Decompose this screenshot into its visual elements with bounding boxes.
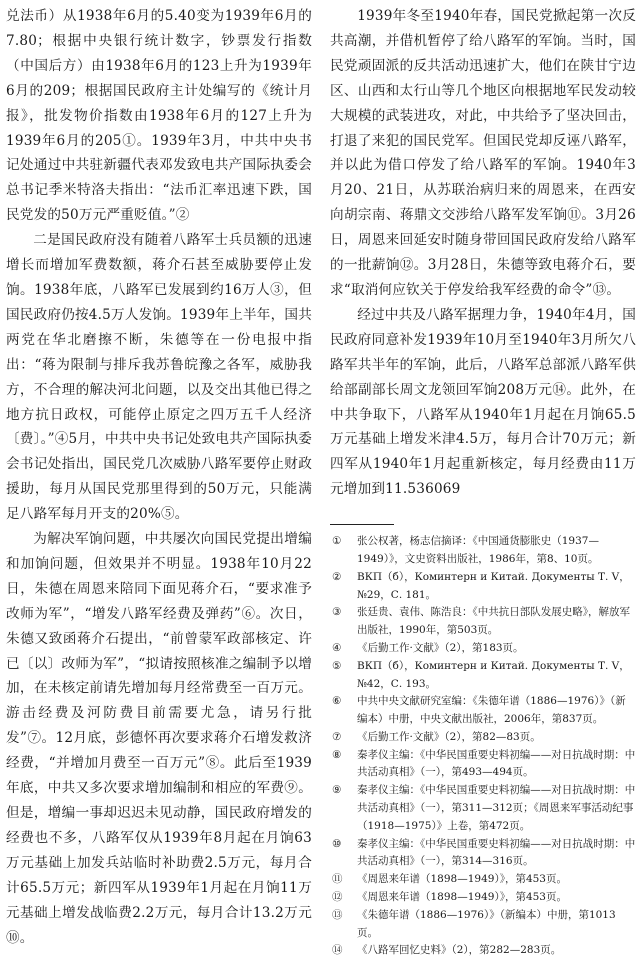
- body-paragraph-5: 经过中共及八路军据理力争，1940年4月，国民政府同意补发1939年10月至1940年3月所欠八路军共半年的军饷，此后，八路军总部派八路军供给部副部长周文龙领回军饷208万元⑭。此外，在中共争取下，八路军从1940年1月起在月饷65.5万元基础上增发米津4.5万，每月合计70万元；新四军从1940年1月起重新核定，每月经费由11万元增加到11.536069: [330, 306, 636, 498]
- body-paragraph-3: 为解决军饷问题，中共屡次向国民党提出增编和加饷问题，但效果并不明显。1938年10月22日，朱德在周恩来陪同下面见蒋介石，“要求准予改师为军”，“增发八路军经费及弹药”⑥。次日，朱德又致函蒋介石提出，“前曾蒙军政部核定、许已〔以〕改师为军”，“拟请按照核准之编制予以增加，在未核定前请先增加每月经常费至一百万元。游击经费及河防费目前需要尤急，请另行批发”⑦。12月底，彭德怀再次要求蒋介石增发救济经费，“并增加月费至一百万元”⑧。此后至1939年底，中共又多次要求增加编制和相应的军费⑨。但是，增编一事却迟迟未见动静，国民政府增发的经费也不多，八路军仅从1939年8月起在月饷63万元基础上加发兵站临时补助费2.5万元，每月合计65.5万元；新四军从1939年1月起在月饷11万元基础上增发战临费2.2万元，每月合计13.2万元⑩。: [6, 531, 312, 946]
- footnote: [330, 729, 636, 747]
- footnote: [330, 907, 636, 943]
- footnote-text: 《八路军回忆史料》（2），第282—283页。: [357, 944, 562, 957]
- footnote-number: ⑭: [332, 944, 343, 957]
- footnote-text: 秦孝仪主编：《中华民国重要史料初编——对日抗战时期：中共活动真相》（一），第493—494页。: [357, 748, 636, 779]
- footnote-number: ⑦: [332, 730, 342, 743]
- footnote-text: 秦孝仪主编：《中华民国重要史料初编——对日抗战时期：中共活动真相》（一），第311—312页；《周恩来军事活动纪事（1918—1975）》上卷，第472页。: [357, 784, 636, 832]
- footnote-number: ③: [332, 606, 342, 619]
- footnote: [330, 942, 636, 960]
- footnote-number: ⑨: [332, 784, 342, 797]
- footnote-text: 张公权著，杨志信摘译：《中国通货膨胀史（1937—1949）》，文史资料出版社，1986年，第8、10页。: [357, 535, 599, 565]
- footnote: [330, 569, 636, 605]
- footnote-text: 张廷贵、袁伟、陈浩良：《中共抗日部队发展史略》，解放军出版社，1990年，第503页。: [357, 606, 630, 637]
- body-paragraph-1: 兑法币）从1938年6月的5.40变为1939年6月的7.80；根据中央银行统计数字，钞票发行指数（中国后方）由1938年6月的123上升为1939年6月的209；根据国民政府主计处编写的《统计月报》，批发物价指数由1938年6月的127上升为1939年6月的205①。1939年3月，中共中央书记处通过中共驻新疆代表邓发致电共产国际执委会总书记季米特洛夫指出：“法币汇率迅速下跌，国民党发的50万元严重贬值。”②: [6, 8, 312, 224]
- footnote: [330, 533, 636, 569]
- footnote-number: ①: [332, 535, 342, 548]
- footnote: [330, 693, 636, 729]
- right-column: [330, 4, 636, 960]
- footnote: [330, 782, 636, 835]
- footnote-number: ⑤: [332, 659, 342, 672]
- footnote-text: ВКП（б），Коминтерн и Китай. Документы Т. V，№42，С. 193。: [357, 659, 630, 690]
- footnote: [330, 889, 636, 907]
- footnote-text: 《朱德年谱（1886—1976）》（新编本）中册，第1013页。: [357, 908, 616, 939]
- footnote-text: 《周恩来年谱（1898—1949）》，第453页。: [357, 891, 567, 904]
- footnote-number: ⑬: [332, 908, 343, 921]
- footnote: [330, 604, 636, 640]
- footnote-text: ВКП（б），Коминтерн и Китай. Документы Т. V，№29，С. 181。: [357, 570, 630, 601]
- footnote-text: 《周恩来年谱（1898—1949）》，第453页。: [357, 873, 567, 886]
- footnote-text: 中共中央文献研究室编：《朱德年谱（1886—1976）》（新编本）中册，中央文献出版社，2006年，第837页。: [357, 695, 626, 726]
- footnote: [330, 836, 636, 872]
- footnote-number: ②: [332, 570, 342, 583]
- footnote-divider: [330, 524, 394, 525]
- footnote-number: ⑥: [332, 695, 342, 708]
- left-column: [6, 4, 312, 950]
- footnote-number: ⑫: [332, 891, 343, 904]
- footnote-number: ④: [332, 641, 342, 654]
- footnote-text: 秦孝仪主编：《中华民国重要史料初编——对日抗战时期：中共活动真相》（一），第314—316页。: [357, 837, 636, 868]
- footnote-text: 《后勤工作·文献》（2），第82—83页。: [357, 730, 541, 743]
- footnote-number: ⑩: [332, 837, 342, 850]
- footnote-number: ⑧: [332, 748, 342, 761]
- footnote: [330, 658, 636, 694]
- footnote: [330, 871, 636, 889]
- footnote: [330, 640, 636, 658]
- footnotes: [330, 533, 636, 960]
- footnote-number: ⑪: [332, 873, 343, 886]
- body-paragraph-4: 1939年冬至1940年春，国民党掀起第一次反共高潮，并借机暂停了给八路军的军饷。当时，国民党顽固派的反共活动迅速扩大，他们在陕甘宁边区、山西和太行山等几个地区向根据地军民发动较大规模的武装进攻，对此，中共给予了坚决回击，打退了来犯的国民党军。但国民党却反诬八路军，并以此为借口停发了给八路军的军饷。1940年3月20、21日，从苏联治病归来的周恩来，在西安向胡宗南、蒋鼎文交涉给八路军发军饷⑪。3月26日，周恩来回延安时随身带回国民政府发给八路军的一批薪饷⑫。3月28日，朱德等致电蒋介石，要求“取消何应钦关于停发给我军经费的命令”⑬。: [330, 8, 636, 298]
- body-paragraph-2: 二是国民政府没有随着八路军士兵员额的迅速增长而增加军费数额，蒋介石甚至威胁要停止发饷。1938年底，八路军已发展到约16万人③，但国民政府仍按4.5万人发饷。1939年上半年，国共两党在华北磨擦不断，朱德等在一份电报中指出：“蒋为限制与排斥我苏鲁皖豫之各军，威胁我方，不合理的解决河北问题，以及交出其他已得之地方抗日政权，可能停止原定之四万五千人经济〔费〕。”④5月，中共中央书记处致电共产国际执委会书记处指出，国民党几次威胁八路军要停止财政援助，每月从国民党那里得到的50万元，只能满足八路军每月开支的20%⑤。: [6, 232, 312, 523]
- footnote-text: 《后勤工作·文献》（2），第183页。: [357, 641, 524, 654]
- footnote: [330, 747, 636, 783]
